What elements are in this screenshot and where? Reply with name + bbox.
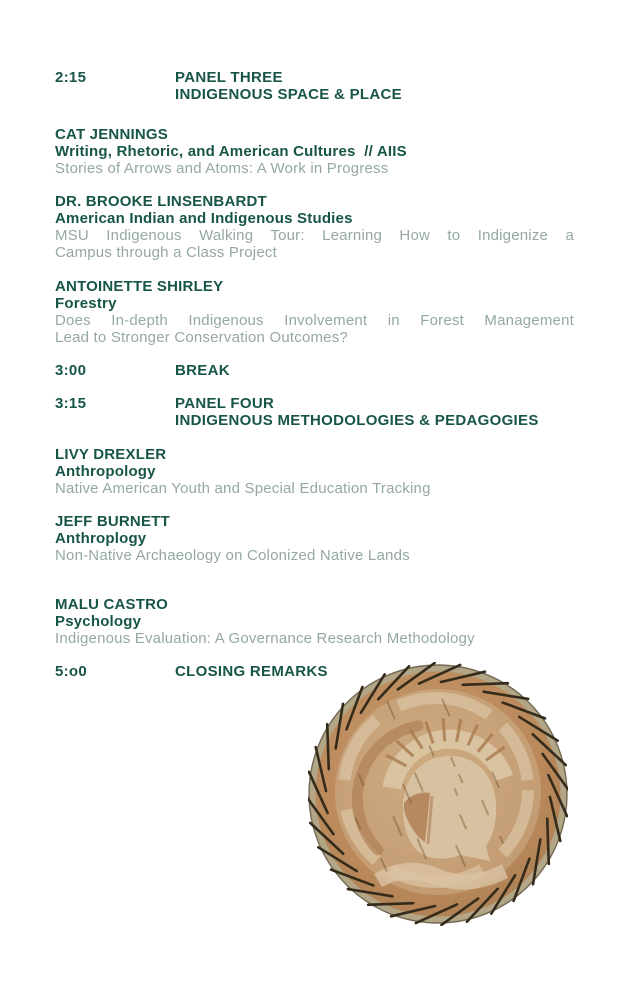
speaker-department: Writing, Rhetoric, and American Cultures // AIIS xyxy=(55,143,407,160)
speaker-name: MALU CASTRO xyxy=(55,596,169,613)
schedule-slot-panel-three xyxy=(55,69,574,103)
slot-title xyxy=(175,663,328,680)
slot-title-line: CLOSING REMARKS xyxy=(175,663,328,680)
speaker-livy-drexler xyxy=(55,446,574,497)
speaker-cat-jennings xyxy=(55,126,574,177)
speaker-jeff-burnett xyxy=(55,513,574,564)
slot-title-line: INDIGENOUS METHODOLOGIES & PEDAGOGIES xyxy=(175,412,539,429)
talk-title xyxy=(55,160,574,177)
speaker-antoinette-shirley xyxy=(55,278,574,346)
spartan-helmet-icon xyxy=(308,662,568,926)
talk-title xyxy=(55,630,574,647)
speaker-name: ANTOINETTE SHIRLEY xyxy=(55,278,224,295)
slot-title-line: BREAK xyxy=(175,362,230,379)
spartan-drum-image xyxy=(308,662,568,926)
speaker-name: LIVY DREXLER xyxy=(55,446,167,463)
talk-title-line: Lead to Stronger Conservation Outcomes? xyxy=(55,329,348,346)
speaker-department: Forestry xyxy=(55,295,117,312)
talk-title-line: Stories of Arrows and Atoms: A Work in Progress xyxy=(55,160,389,177)
talk-title-line: Does In-depth Indigenous Involvement in Forest Management xyxy=(55,312,574,329)
slot-time: 2:15 xyxy=(55,69,87,86)
speaker-malu-castro xyxy=(55,596,574,647)
schedule-slot-break xyxy=(55,362,574,379)
speaker-department: Psychology xyxy=(55,613,142,630)
talk-title-line: Native American Youth and Special Education Tracking xyxy=(55,480,431,497)
slot-title xyxy=(175,395,539,429)
talk-title xyxy=(55,480,574,497)
speaker-name: JEFF BURNETT xyxy=(55,513,170,530)
slot-title-line: PANEL FOUR xyxy=(175,395,275,412)
slot-time: 3:15 xyxy=(55,395,87,412)
talk-title-line: Campus through a Class Project xyxy=(55,244,277,261)
slot-time: 3:00 xyxy=(55,362,87,379)
slot-time: 5:o0 xyxy=(55,663,88,680)
speaker-department: American Indian and Indigenous Studies xyxy=(55,210,353,227)
talk-title-line: Non-Native Archaeology on Colonized Native Lands xyxy=(55,547,410,564)
speaker-name: DR. BROOKE LINSENBARDT xyxy=(55,193,267,210)
talk-title xyxy=(55,227,574,261)
talk-title-line: MSU Indigenous Walking Tour: Learning How to Indigenize a xyxy=(55,227,574,244)
schedule-slot-panel-four xyxy=(55,395,574,429)
speaker-department: Anthroplogy xyxy=(55,530,147,547)
slot-title-line: INDIGENOUS SPACE & PLACE xyxy=(175,86,402,103)
speaker-name: CAT JENNINGS xyxy=(55,126,168,143)
slot-title xyxy=(175,362,230,379)
speaker-brooke-linsenbardt xyxy=(55,193,574,261)
talk-title xyxy=(55,312,574,346)
slot-title xyxy=(175,69,402,103)
talk-title xyxy=(55,547,574,564)
slot-title-line: PANEL THREE xyxy=(175,69,283,86)
speaker-department: Anthropology xyxy=(55,463,156,480)
talk-title-line: Indigenous Evaluation: A Governance Research Methodology xyxy=(55,630,475,647)
